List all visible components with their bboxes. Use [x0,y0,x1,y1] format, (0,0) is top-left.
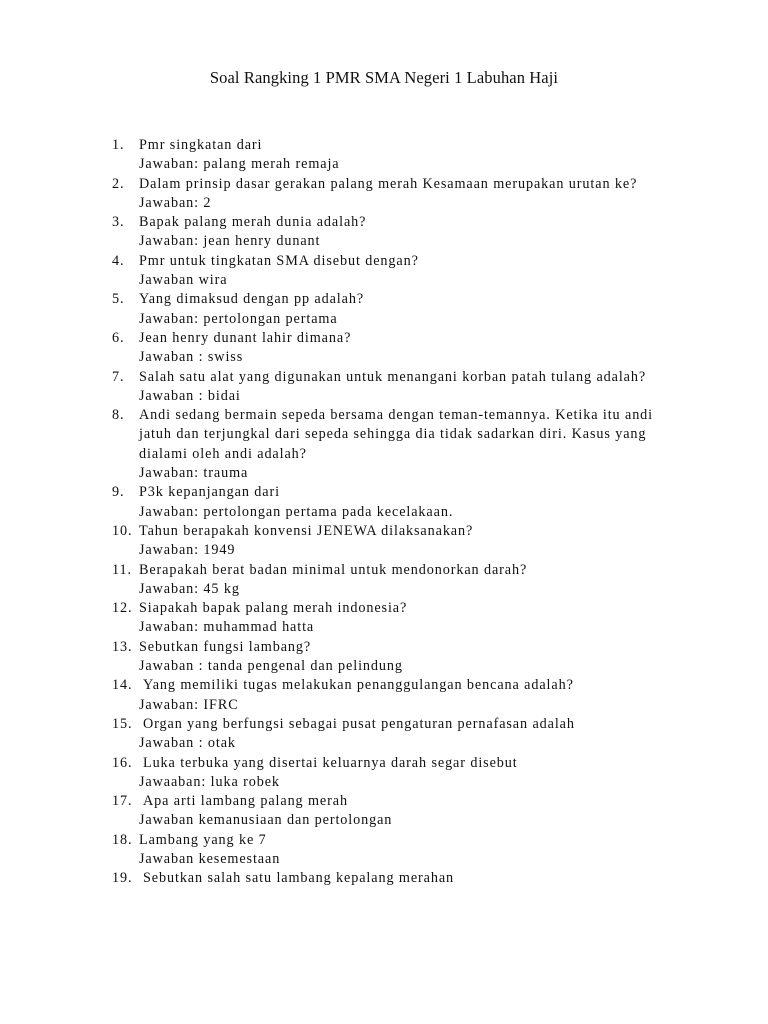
question-number: 9. [112,484,125,501]
question-number: 5. [112,291,125,308]
question-text: Lambang yang ke 7 [139,831,267,848]
question-text: Pmr untuk tingkatan SMA disebut dengan? [139,252,419,269]
question-number: 12. [112,600,133,617]
question-item [112,599,672,638]
question-text: Yang dimaksud dengan pp adalah? [139,291,365,308]
question-text: Sebutkan salah satu lambang kepalang merahan [143,870,455,887]
question-text: Jean henry dunant lahir dimana? [139,329,352,346]
question-number: 6. [112,329,125,346]
question-number: 19. [112,870,133,887]
answer-text: Jawaban: pertolongan pertama [139,310,338,327]
question-number: 13. [112,638,133,655]
question-number: 8. [112,407,125,424]
question-item [112,638,672,677]
question-item [112,406,672,483]
question-item [112,213,672,252]
question-number: 17. [112,793,133,810]
question-number: 4. [112,252,125,269]
question-text: Salah satu alat yang digunakan untuk menangani korban patah tulang adalah? [139,368,647,385]
answer-text: Jawaban: jean henry dunant [139,233,321,250]
answer-text: Jawaban : swiss [139,349,244,366]
question-number: 7. [112,368,125,385]
question-item [112,792,672,831]
answer-text: Jawaban: trauma [139,465,249,482]
question-number: 11. [112,561,132,578]
question-text: Siapakah bapak palang merah indonesia? [139,600,408,617]
answer-text: Jawaban: pertolongan pertama pada kecelakaan. [139,503,454,520]
question-number: 16. [112,754,133,771]
answer-text: Jawaban: 45 kg [139,580,240,597]
question-item [112,136,672,175]
question-text: Apa arti lambang palang merah [143,793,348,810]
question-number: 3. [112,214,125,231]
question-text: Berapakah berat badan minimal untuk mendonorkan darah? [139,561,528,578]
question-text: Luka terbuka yang disertai keluarnya darah segar disebut [143,754,518,771]
question-number: 10. [112,522,133,539]
question-item [112,368,672,407]
answer-text: Jawaban: 1949 [139,542,236,559]
answer-text: Jawaban: IFRC [139,696,239,713]
question-number: 15. [112,715,133,732]
question-item [112,522,672,561]
question-text: Sebutkan fungsi lambang? [139,638,312,655]
question-list [112,136,672,889]
answer-text: Jawaban: 2 [139,194,212,211]
answer-text: Jawaban : otak [139,735,236,752]
answer-text: Jawaban wira [139,272,228,289]
question-number: 18. [112,831,133,848]
question-item [112,831,672,870]
question-text: P3k kepanjangan dari [139,484,280,501]
answer-text: Jawaban : bidai [139,387,241,404]
question-text: Organ yang berfungsi sebagai pusat pengaturan pernafasan adalah [143,715,575,732]
question-text: Andi sedang bermain sepeda bersama dengan teman-temannya. Ketika itu andi jatuh dan terjungkal dari sepeda sehingga dia tidak sadarkan diri. Kasus yang dialami oleh andi adalah? [139,407,654,462]
answer-text: Jawaban kemanusiaan dan pertolongan [139,812,393,829]
question-number: 2. [112,175,125,192]
answer-text: Jawaban: palang merah remaja [139,156,340,173]
question-item [112,715,672,754]
question-text: Tahun berapakah konvensi JENEWA dilaksanakan? [139,522,474,539]
answer-text: Jawaban: muhammad hatta [139,619,315,636]
question-item [112,329,672,368]
question-number: 1. [112,137,125,153]
answer-text: Jawaban : tanda pengenal dan pelindung [139,658,403,675]
question-text: Yang memiliki tugas melakukan penanggulangan bencana adalah? [143,677,574,694]
question-item [112,252,672,291]
question-item [112,483,672,522]
question-item [112,869,672,888]
question-text: Dalam prinsip dasar gerakan palang merah Kesamaan merupakan urutan ke? [139,175,638,192]
question-item [112,676,672,715]
question-text: Pmr singkatan dari [139,137,263,153]
document-title: Soal Rangking 1 PMR SMA Negeri 1 Labuhan Haji [209,68,559,87]
answer-text: Jawaban kesemestaan [139,850,281,867]
question-number: 14. [112,677,133,694]
question-item [112,561,672,600]
question-text: Bapak palang merah dunia adalah? [139,214,367,231]
answer-text: Jawaaban: luka robek [139,773,280,790]
question-item [112,175,672,214]
question-item [112,754,672,793]
question-item [112,290,672,329]
